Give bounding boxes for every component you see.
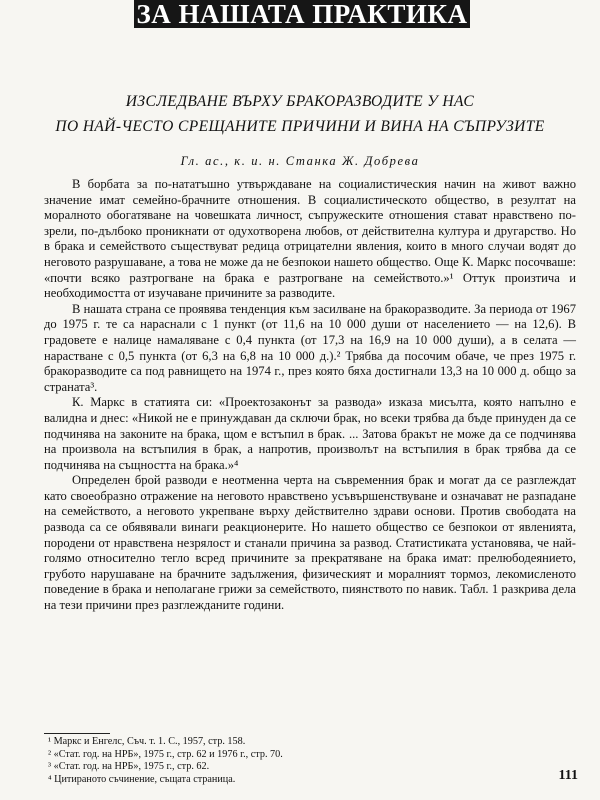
article-title-line-1: ИЗСЛЕДВАНЕ ВЪРХУ БРАКОРАЗВОДИТЕ У НАС (125, 93, 475, 110)
footnote-2: ² «Стат. год. на НРБ», 1975 г., стр. 62 и 1976 г., стр. 70. (48, 748, 283, 760)
section-rubric: ЗА НАШАТА ПРАКТИКА (134, 0, 470, 28)
page-number: 111 (558, 768, 578, 783)
footnote-4: ⁴ Цитираното съчинение, същата страница. (48, 773, 236, 785)
paragraph-4: Определен брой разводи е неотменна черта на съвременния брак и могат да се разглеждат като своеобразно отражение на неговото нравствено усъвършенствуване и означават не разпадане на семейството, а неговото укрепване върху действително здрави основи. Против свободата на развода са се обявявали винаги реакционерите. Но нашето общество се безпокои от явленията, породени от нравствена незрялост и станали причина за развод. Статистиката установява, че най-голямо относително тегло всред причините за прекратяване на брака имат: прелюбодеянието, грубото нарушаване на брачните задължения, физическият и моралният тормоз, лекомисленото поведение в брака и неполагане грижи за семейството, пиянството по навик. Табл. 1 разкрива дела на тези причини през разглежданите години. (44, 473, 576, 613)
footnotes (48, 736, 388, 786)
article-title-line-2: ПО НАЙ-ЧЕСТО СРЕЩАНИТЕ ПРИЧИНИ И ВИНА НА СЪПРУЗИТЕ (55, 118, 545, 135)
paragraph-3: К. Маркс в статията си: «Проектозаконът за развода» изказа мисълта, която напълно е валидна и днес: «Никой не е принуждаван да сключи брак, но всеки трябва да бъде принуден да се подчинява на законите на брака, щом е встъпил в брак. ... Затова бракът не може да се подчинява на произвола на встъпилия в брак, а напротив, произволът на встъпилия в брак трябва да се подчинява на същността на брака.»⁴ (44, 395, 576, 472)
article-author: Гл. ас., к. и. н. Станка Ж. Добрева (180, 154, 420, 168)
footnote-1: ¹ Маркс и Енгелс, Съч. т. 1. С., 1957, стр. 158. (48, 736, 246, 747)
footnote-3: ³ «Стат. год. на НРБ», 1975 г., стр. 62. (48, 761, 210, 773)
paragraph-2: В нашата страна се проявява тенденция към засилване на бракоразводите. За периода от 1967 до 1975 г. те са нараснали с 1 пункт (от 11,6 на 10 000 души от населението — на 12,6). В градовете е налице намаляване с 0,4 пункта (от 17,3 на 16,9 на 10 000 души), а в селата — нарастване с 0,5 пункта (от 6,3 на 6,8 на 10 000 д.).² Трябва да посочим обаче, че през 1975 г. бракоразводите са под равнището на 1974 г., през която бяха достигнали 13,3 на 10 000 д. общо за страната³. (44, 301, 576, 394)
article-body (44, 177, 576, 614)
paragraph-1: В борбата за по-нататъшно утвърждаване на социалистическия начин на живот важно значение имат семейно-брачните отношения. В социалистическото общество, в резултат на моралното обогатяване на човешката личност, съпружеските отношения стават нравствено по-зрели, по-дълбоко проникнати от одухотворена любов, от действителна култура и другарство. Но в брака и семейството съществуват редица отрицателни явления, които в много случаи водят до неговото разрушаване, а това не може да не безпокои нашето общество. Още К. Маркс посочваше: «почти всяко разтрогване на брака е разтрогване на семейството.»¹ Оттук произтича и необходимостта от изучаване причините за разводите. (44, 177, 576, 301)
footnote-divider (44, 733, 110, 734)
